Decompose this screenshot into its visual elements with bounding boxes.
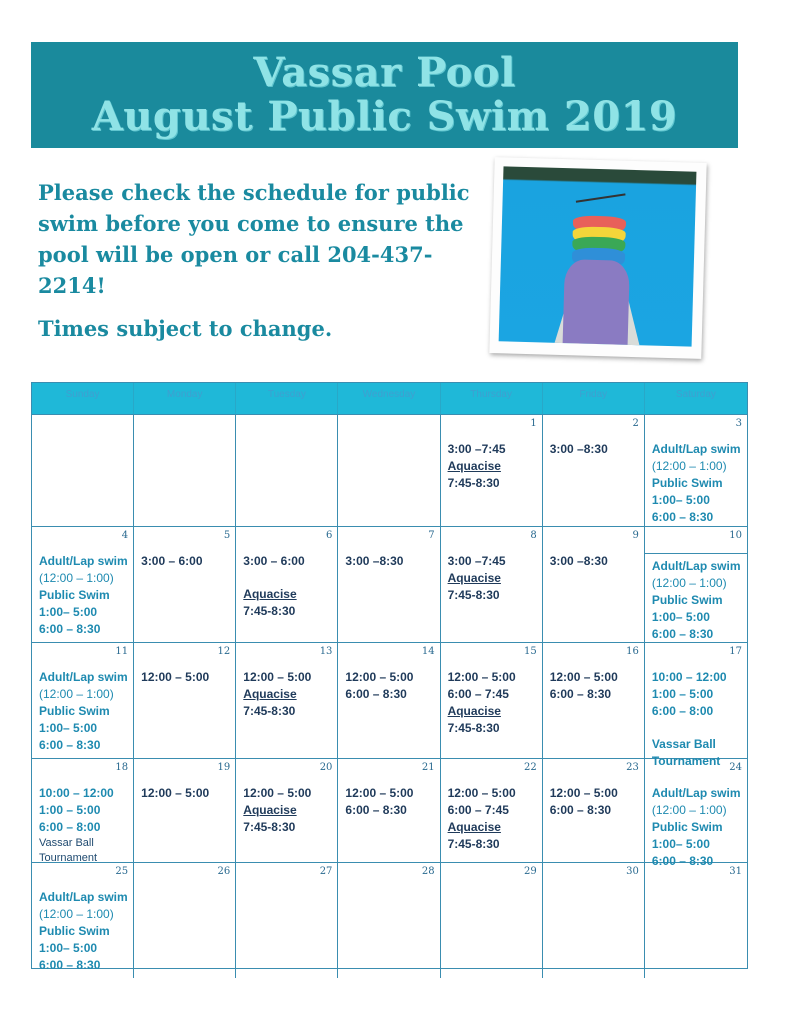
day-number: 13 bbox=[319, 646, 333, 657]
schedule-line: 6:00 – 8:30 bbox=[39, 738, 101, 752]
calendar-week-row bbox=[32, 758, 747, 868]
schedule-line: 6:00 – 8:00 bbox=[39, 820, 101, 834]
schedule-line: Adult/Lap swim bbox=[39, 554, 128, 568]
day-cell-29 bbox=[441, 863, 543, 978]
schedule-line: 3:00 –8:30 bbox=[549, 554, 608, 568]
aquacise-label: Aquacise bbox=[243, 587, 297, 601]
day-number: 4 bbox=[121, 530, 129, 541]
calendar-weeks bbox=[32, 414, 747, 972]
schedule-line: (12:00 – 1:00) bbox=[651, 576, 727, 590]
day-cell-5 bbox=[134, 527, 236, 647]
schedule-line: 3:00 –7:45 bbox=[447, 554, 506, 568]
schedule-line: 1:00– 5:00 bbox=[39, 941, 98, 955]
schedule-line: 6:00 – 7:45 bbox=[447, 803, 509, 817]
day-number: 20 bbox=[319, 762, 333, 773]
day-cell-13 bbox=[236, 643, 338, 774]
day-number: 21 bbox=[421, 762, 435, 773]
day-number: 25 bbox=[115, 866, 129, 877]
schedule-line: (12:00 – 1:00) bbox=[39, 571, 114, 585]
day-cell-28 bbox=[338, 863, 440, 978]
schedule-check-message: Please check the schedule for public swim before you come to ensure the pool will be open or call 204-437-2214! bbox=[38, 180, 470, 298]
swim-calendar bbox=[31, 382, 748, 972]
schedule-line: (12:00 – 1:00) bbox=[39, 687, 114, 701]
day-cell-27 bbox=[236, 863, 338, 978]
schedule-line: 6:00 – 8:30 bbox=[345, 803, 407, 817]
day-number: 11 bbox=[115, 646, 129, 657]
day-cell-30 bbox=[543, 863, 645, 978]
day-cell-21 bbox=[338, 759, 440, 874]
day-number: 14 bbox=[421, 646, 435, 657]
schedule-line: Adult/Lap swim bbox=[651, 442, 741, 456]
schedule-line: Adult/Lap swim bbox=[39, 670, 128, 684]
calendar-week-row bbox=[32, 526, 747, 642]
weekday-sunday: Sunday bbox=[32, 383, 134, 414]
day-cell-24 bbox=[645, 759, 747, 874]
day-cell-11 bbox=[32, 643, 134, 774]
schedule-line: 6:00 – 8:30 bbox=[39, 958, 101, 972]
aquacise-label: Aquacise bbox=[447, 704, 501, 718]
weekday-wednesday: Wednesday bbox=[338, 383, 440, 414]
schedule-line: 1:00– 5:00 bbox=[651, 837, 710, 851]
schedule-line: Vassar Ball bbox=[651, 737, 716, 751]
schedule-line: 6:00 – 8:00 bbox=[651, 704, 714, 718]
schedule-line: 7:45-8:30 bbox=[447, 837, 500, 851]
schedule-line: 6:00 – 7:45 bbox=[447, 687, 509, 701]
weekday-monday: Monday bbox=[134, 383, 236, 414]
calendar-week-row bbox=[32, 414, 747, 526]
schedule-line: 12:00 – 5:00 bbox=[243, 786, 312, 800]
title-banner bbox=[31, 42, 738, 148]
day-number: 9 bbox=[632, 530, 639, 541]
aquacise-label: Aquacise bbox=[447, 571, 501, 585]
weekday-friday: Friday bbox=[543, 383, 645, 414]
day-cell-1 bbox=[441, 415, 543, 530]
schedule-line: Public Swim bbox=[651, 593, 723, 607]
empty-day-cell bbox=[338, 415, 440, 530]
day-cell-8 bbox=[441, 527, 543, 647]
day-number: 12 bbox=[217, 646, 231, 657]
schedule-line: (12:00 – 1:00) bbox=[39, 907, 114, 921]
schedule-line: 6:00 – 8:30 bbox=[39, 622, 101, 636]
day-cell-4 bbox=[32, 527, 134, 647]
day-cell-23 bbox=[543, 759, 645, 874]
empty-day-cell bbox=[32, 415, 134, 530]
schedule-line: (12:00 – 1:00) bbox=[651, 803, 727, 817]
schedule-line: Adult/Lap swim bbox=[651, 786, 741, 800]
day-cell-25 bbox=[32, 863, 134, 978]
schedule-line: 12:00 – 5:00 bbox=[141, 670, 210, 684]
schedule-line: 3:00 – 6:00 bbox=[243, 554, 305, 568]
weekday-header bbox=[32, 383, 747, 414]
day-cell-7 bbox=[338, 527, 440, 647]
day-number: 16 bbox=[626, 646, 639, 657]
day-number: 31 bbox=[729, 866, 742, 877]
day-cell-10 bbox=[645, 527, 747, 647]
day-cell-9 bbox=[543, 527, 645, 647]
schedule-line: Tournament bbox=[651, 754, 721, 768]
day-number: 8 bbox=[530, 530, 537, 541]
day-number: 30 bbox=[626, 866, 639, 877]
schedule-line: 10:00 – 12:00 bbox=[651, 670, 727, 684]
schedule-line: 3:00 –8:30 bbox=[549, 442, 608, 456]
schedule-line: 7:45-8:30 bbox=[243, 704, 296, 718]
schedule-line: 1:00– 5:00 bbox=[651, 493, 710, 507]
day-number: 18 bbox=[115, 762, 129, 773]
day-number: 24 bbox=[729, 762, 742, 773]
schedule-line: Adult/Lap swim bbox=[651, 559, 741, 573]
day-number: 2 bbox=[632, 418, 639, 429]
notice-text bbox=[38, 177, 478, 344]
pool-photo bbox=[489, 157, 706, 359]
day-number: 10 bbox=[729, 530, 742, 541]
schedule-line: (12:00 – 1:00) bbox=[651, 459, 727, 473]
schedule-line: 6:00 – 8:30 bbox=[345, 687, 407, 701]
schedule-line: 3:00 – 6:00 bbox=[141, 554, 203, 568]
schedule-line: 6:00 – 8:30 bbox=[651, 627, 714, 641]
schedule-line: 12:00 – 5:00 bbox=[549, 670, 618, 684]
schedule-line: Public Swim bbox=[39, 704, 110, 718]
day-cell-26 bbox=[134, 863, 236, 978]
pool-name-title: Vassar Pool bbox=[253, 49, 516, 96]
schedule-line: Public Swim bbox=[39, 924, 110, 938]
schedule-line: 3:00 –7:45 bbox=[447, 442, 506, 456]
schedule-line: Vassar Ball bbox=[39, 837, 94, 849]
schedule-line: 12:00 – 5:00 bbox=[141, 786, 210, 800]
diving-board-image bbox=[499, 166, 697, 346]
calendar-week-row bbox=[32, 862, 747, 972]
day-cell-20 bbox=[236, 759, 338, 874]
weekday-thursday: Thursday bbox=[441, 383, 543, 414]
day-number: 26 bbox=[217, 866, 231, 877]
day-cell-15 bbox=[441, 643, 543, 774]
schedule-line: 6:00 – 8:30 bbox=[651, 510, 714, 524]
schedule-line: Public Swim bbox=[39, 588, 110, 602]
day-cell-17 bbox=[645, 643, 747, 774]
aquacise-label: Aquacise bbox=[447, 820, 501, 834]
day-number: 5 bbox=[223, 530, 231, 541]
day-number: 17 bbox=[729, 646, 742, 657]
day-number: 29 bbox=[523, 866, 537, 877]
day-cell-12 bbox=[134, 643, 236, 774]
schedule-line: 12:00 – 5:00 bbox=[243, 670, 312, 684]
schedule-line: Adult/Lap swim bbox=[39, 890, 128, 904]
schedule-line: 7:45-8:30 bbox=[447, 476, 500, 490]
schedule-line: 1:00– 5:00 bbox=[651, 610, 710, 624]
schedule-line: 3:00 –8:30 bbox=[345, 554, 404, 568]
schedule-line: 7:45-8:30 bbox=[243, 820, 296, 834]
schedule-line: 1:00 – 5:00 bbox=[651, 687, 714, 701]
schedule-line: Tournament bbox=[39, 852, 98, 864]
day-cell-14 bbox=[338, 643, 440, 774]
schedule-line: 6:00 – 8:30 bbox=[549, 803, 612, 817]
day-cell-6 bbox=[236, 527, 338, 647]
day-cell-16 bbox=[543, 643, 645, 774]
aquacise-label: Aquacise bbox=[243, 803, 297, 817]
day-number: 15 bbox=[523, 646, 537, 657]
schedule-line: Public Swim bbox=[651, 476, 723, 490]
schedule-line: 12:00 – 5:00 bbox=[549, 786, 618, 800]
aquacise-label: Aquacise bbox=[243, 687, 297, 701]
day-number: 23 bbox=[626, 762, 639, 773]
times-disclaimer: Times subject to change. bbox=[38, 316, 333, 341]
day-number: 22 bbox=[523, 762, 537, 773]
schedule-line: 7:45-8:30 bbox=[447, 721, 500, 735]
schedule-line: 7:45-8:30 bbox=[447, 588, 500, 602]
day-number: 19 bbox=[217, 762, 231, 773]
empty-day-cell bbox=[134, 415, 236, 530]
empty-day-cell bbox=[236, 415, 338, 530]
schedule-line: 6:00 – 8:30 bbox=[549, 687, 612, 701]
aquacise-label: Aquacise bbox=[447, 459, 501, 473]
weekday-tuesday: Tuesday bbox=[236, 383, 338, 414]
swimmer-figure bbox=[576, 193, 626, 202]
day-number: 6 bbox=[326, 530, 333, 541]
day-cell-22 bbox=[441, 759, 543, 874]
weekday-saturday: Saturday bbox=[675, 389, 716, 400]
schedule-line: 7:45-8:30 bbox=[243, 604, 296, 618]
day-cell-3 bbox=[645, 415, 747, 530]
day-cell-19 bbox=[134, 759, 236, 874]
day-number: 3 bbox=[735, 418, 742, 429]
schedule-line: 10:00 – 12:00 bbox=[39, 786, 114, 800]
schedule-line: 12:00 – 5:00 bbox=[345, 670, 414, 684]
day-number: 1 bbox=[530, 418, 537, 429]
schedule-title: August Public Swim 2019 bbox=[91, 93, 678, 140]
day-number: 28 bbox=[421, 866, 435, 877]
day-cell-18 bbox=[32, 759, 134, 874]
schedule-line: 1:00– 5:00 bbox=[39, 721, 98, 735]
day-cell-2 bbox=[543, 415, 645, 530]
day-number: 27 bbox=[319, 866, 333, 877]
schedule-line: 1:00 – 5:00 bbox=[39, 803, 101, 817]
day-number: 7 bbox=[428, 530, 435, 541]
schedule-line: 12:00 – 5:00 bbox=[447, 786, 516, 800]
day-cell-31 bbox=[645, 863, 747, 978]
schedule-line: Public Swim bbox=[651, 820, 723, 834]
schedule-line: 12:00 – 5:00 bbox=[345, 786, 414, 800]
schedule-line: 12:00 – 5:00 bbox=[447, 670, 516, 684]
schedule-line: 6:00 – 8:30 bbox=[651, 854, 714, 868]
schedule-line: 1:00– 5:00 bbox=[39, 605, 98, 619]
